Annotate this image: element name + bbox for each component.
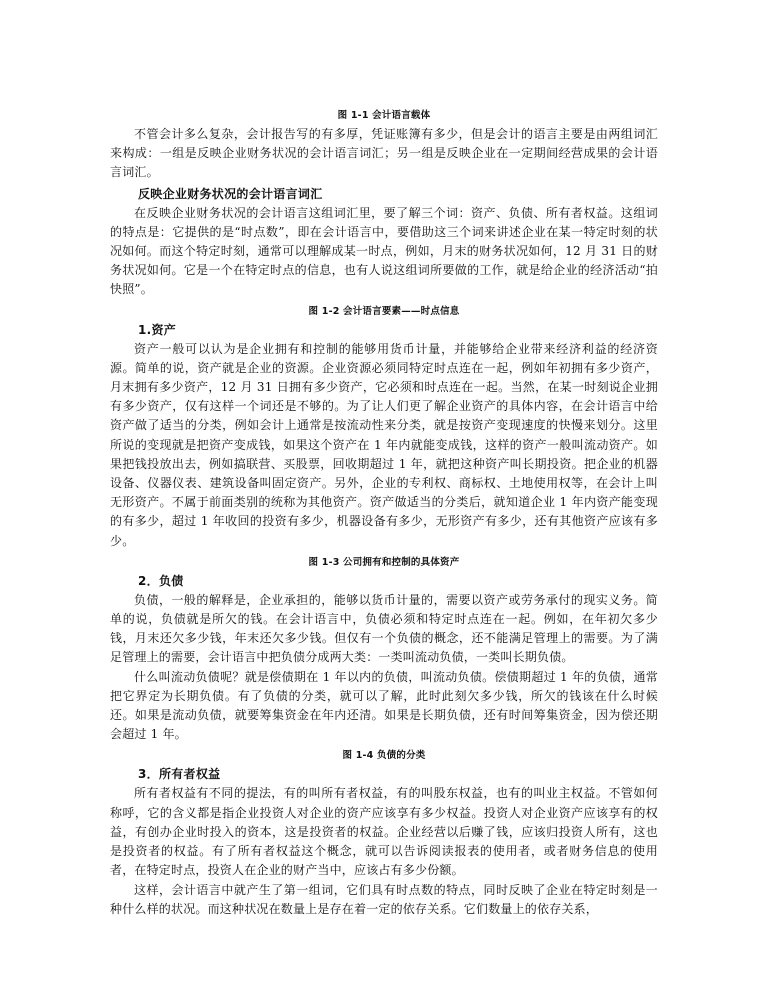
document-body: [110, 104, 658, 919]
intro-paragraph: 不管会计多么复杂，会计报告写的有多厚，凭证账簿有多少，但是会计的语言主要是由两组词汇来构成：一组是反映企业财务状况的会计语言词汇；另一组是反映企业在一定期间经营成果的会计语言词汇。: [110, 127, 658, 180]
figure-caption-1-3: 图 1-3 公司拥有和控制的具体资产: [308, 556, 460, 568]
financial-position-paragraph: 在反映企业财务状况的会计语言这组词汇里，要了解三个词：资产、负债、所有者权益。这组词的特点是：它提供的是“时点数”，即在会计语言中，要借助这三个词来讲述企业在某一特定时刻的状况如何。而这个特定时刻，通常可以理解成某一时点，例如，月末的财务状况如何，12 月 31 日的财务状况如何。它是一个在特定时点的信息，也有人说这组词所要做的工作，就是给企业的经济活动“拍快照”。: [110, 205, 658, 297]
figure-caption-1-2: 图 1-2 会计语言要素——时点信息: [308, 305, 460, 317]
equity-paragraph-1: 所有者权益有不同的提法，有的叫所有者权益，有的叫股东权益，也有的叫业主权益。不管如何称呼，它的含义都是指企业投资人对企业的资产应该享有多少权益。投资人对企业资产应该享有的权益，有创办企业时投入的资本，这是投资者的权益。企业经营以后赚了钱，应该归投资人所有，这也是投资者的权益。有了所有者权益这个概念，就可以告诉阅读报表的使用者，或者财务信息的使用者，在特定时点，投资人在企业的财产当中，应该占有多少份额。: [110, 786, 658, 878]
liabilities-heading: 2．负债: [138, 573, 184, 588]
figure-caption-1-4: 图 1-4 负债的分类: [342, 750, 426, 762]
equity-paragraph-2: 这样，会计语言中就产生了第一组词，它们具有时点数的特点，同时反映了企业在特定时刻是一种什么样的状况。而这种状况在数量上是存在着一定的依存关系。它们数量上的依存关系，: [110, 882, 658, 916]
liabilities-paragraph-1: 负债，一般的解释是，企业承担的，能够以货币计量的，需要以资产或劳务承付的现实义务。简单的说，负债就是所欠的钱。在会计语言中，负债必须和特定时点连在一起。例如，在年初欠多少钱，月末还欠多少钱，年末还欠多少钱。但仅有一个负债的概念，还不能满足管理上的需要。为了满足管理上的需要，会计语言中把负债分成两大类：一类叫流动负债，一类叫长期负债。: [110, 592, 658, 665]
assets-paragraph: 资产一般可以认为是企业拥有和控制的能够用货币计量，并能够给企业带来经济利益的经济资源。简单的说，资产就是企业的资源。企业资源必须同特定时点连在一起，例如年初拥有多少资产，月末拥有多少资产，12 月 31 日拥有多少资产，它必须和时点连在一起。当然，在某一时刻说企业拥有多少资产，仅有这样一个词还是不够的。为了让人们更了解企业资产的具体内容，在会计语言中给资产做了适当的分类，例如会计上通常是按流动性来分类，就是按资产变现速度的快慢来划分。这里所说的变现就是把资产变成钱，如果这个资产在 1 年内就能变成钱，这样的资产一般叫流动资产。如果把钱投放出去，例如搞联营、买股票，回收期超过 1 年，就把这种资产叫长期投资。把企业的机器设备、仪器仪表、建筑设备叫固定资产。另外，企业的专利权、商标权、土地使用权等，在会计上叫无形资产。不属于前面类别的统称为其他资产。资产做适当的分类后，就知道企业 1 年内资产能变现的有多少，超过 1 年收回的投资有多少，机器设备有多少，无形资产有多少，还有其他资产应该有多少。: [110, 341, 658, 548]
section-heading-financial-position: 反映企业财务状况的会计语言词汇: [138, 186, 323, 201]
liabilities-paragraph-2: 什么叫流动负债呢？就是偿债期在 1 年以内的负债，叫流动负债。偿债期超过 1 年的负债，通常把它界定为长期负债。有了负债的分类，就可以了解，此时此刻欠多少钱，所欠的钱该在什么时候还。如果是流动负债，就要筹集资金在年内还清。如果是长期负债，还有时间筹集资金，因为偿还期会超过 1 年。: [110, 669, 658, 742]
figure-caption-1-1: 图 1-1 会计语言载体: [337, 110, 431, 121]
equity-heading: 3．所有者权益: [138, 767, 221, 782]
assets-heading: 1.资产: [138, 322, 177, 337]
